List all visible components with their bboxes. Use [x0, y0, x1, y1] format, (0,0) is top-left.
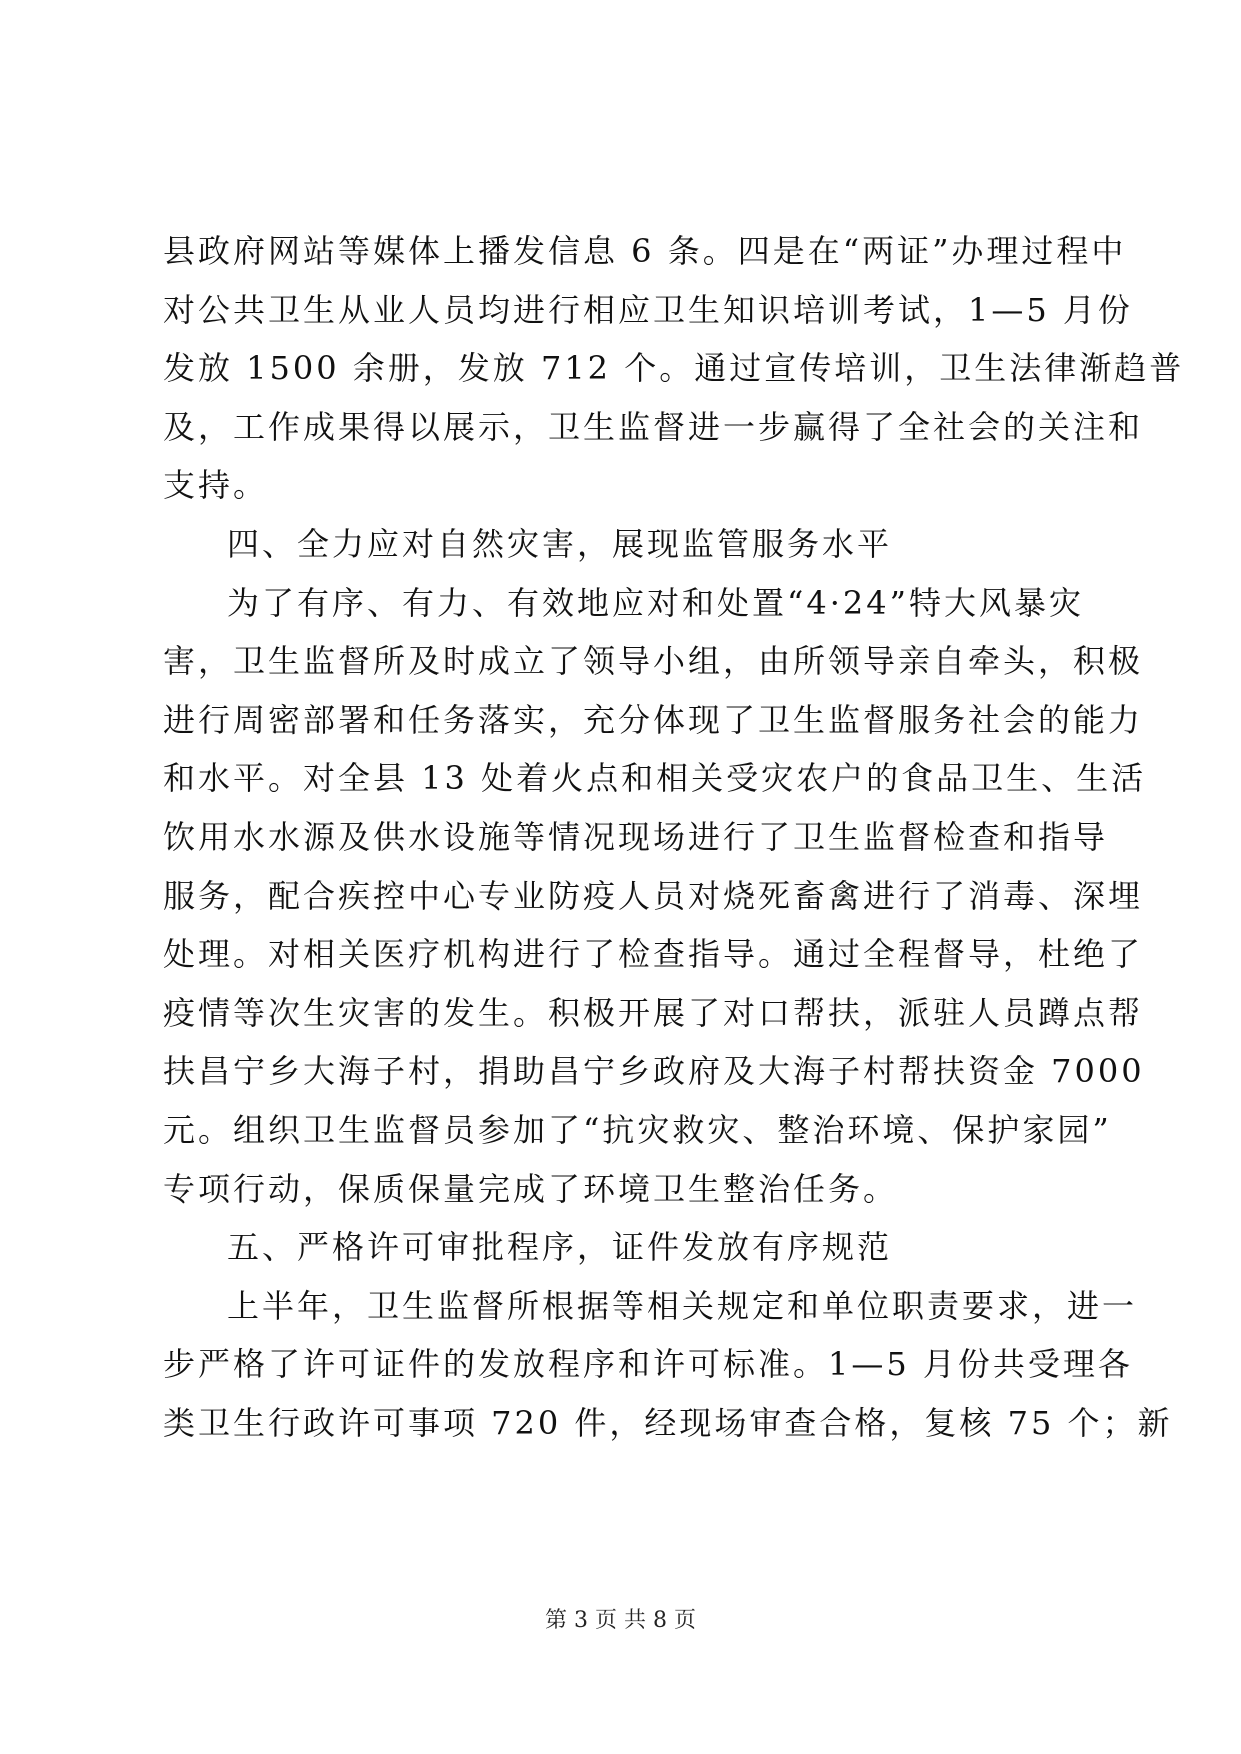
text-line: 专项行动，保质保量完成了环境卫生整治任务。	[163, 1169, 899, 1208]
text-line: 四、全力应对自然灾害，展现监管服务水平	[227, 524, 893, 563]
text-line: 类卫生行政许可事项 720 件，经现场审查合格，复核 75 个；新	[163, 1403, 1173, 1442]
text-line: 害，卫生监督所及时成立了领导小组，由所领导亲自牵头，积极	[163, 642, 1144, 681]
text-line: 为了有序、有力、有效地应对和处置“4·24”特大风暴灾	[227, 583, 1084, 622]
page-footer: 第 3 页 共 8 页	[545, 1608, 696, 1633]
text-line: 五、严格许可审批程序，证件发放有序规范	[227, 1228, 893, 1267]
text-line: 对公共卫生从业人员均进行相应卫生知识培训考试，1—5 月份	[163, 290, 1133, 329]
text-line: 处理。对相关医疗机构进行了检查指导。通过全程督导，杜绝了	[163, 935, 1144, 974]
text-line: 县政府网站等媒体上播发信息 6 条。四是在“两证”办理过程中	[163, 232, 1127, 270]
text-line: 疫情等次生灾害的发生。积极开展了对口帮扶，派驻人员蹲点帮	[163, 993, 1144, 1032]
text-line: 和水平。对全县 13 处着火点和相关受灾农户的食品卫生、生活	[163, 759, 1147, 798]
text-line: 元。组织卫生监督员参加了“抗灾救灾、整治环境、保护家园”	[163, 1110, 1112, 1149]
text-line: 发放 1500 余册，发放 712 个。通过宣传培训，卫生法律渐趋普	[163, 349, 1185, 388]
text-line: 支持。	[163, 466, 269, 505]
text-line: 饮用水水源及供水设施等情况现场进行了卫生监督检查和指导	[163, 817, 1109, 856]
text-line: 扶昌宁乡大海子村，捐助昌宁乡政府及大海子村帮扶资金 7000	[163, 1052, 1145, 1091]
text-line: 及，工作成果得以展示，卫生监督进一步赢得了全社会的关注和	[163, 407, 1144, 446]
text-line: 服务，配合疾控中心专业防疫人员对烧死畜禽进行了消毒、深埋	[163, 876, 1144, 915]
text-line: 进行周密部署和任务落实，充分体现了卫生监督服务社会的能力	[163, 700, 1144, 739]
text-line: 步严格了许可证件的发放程序和许可标准。1—5 月份共受理各	[163, 1345, 1133, 1384]
text-line: 上半年，卫生监督所根据等相关规定和单位职责要求，进一	[227, 1286, 1138, 1325]
document-body	[163, 222, 1185, 1452]
